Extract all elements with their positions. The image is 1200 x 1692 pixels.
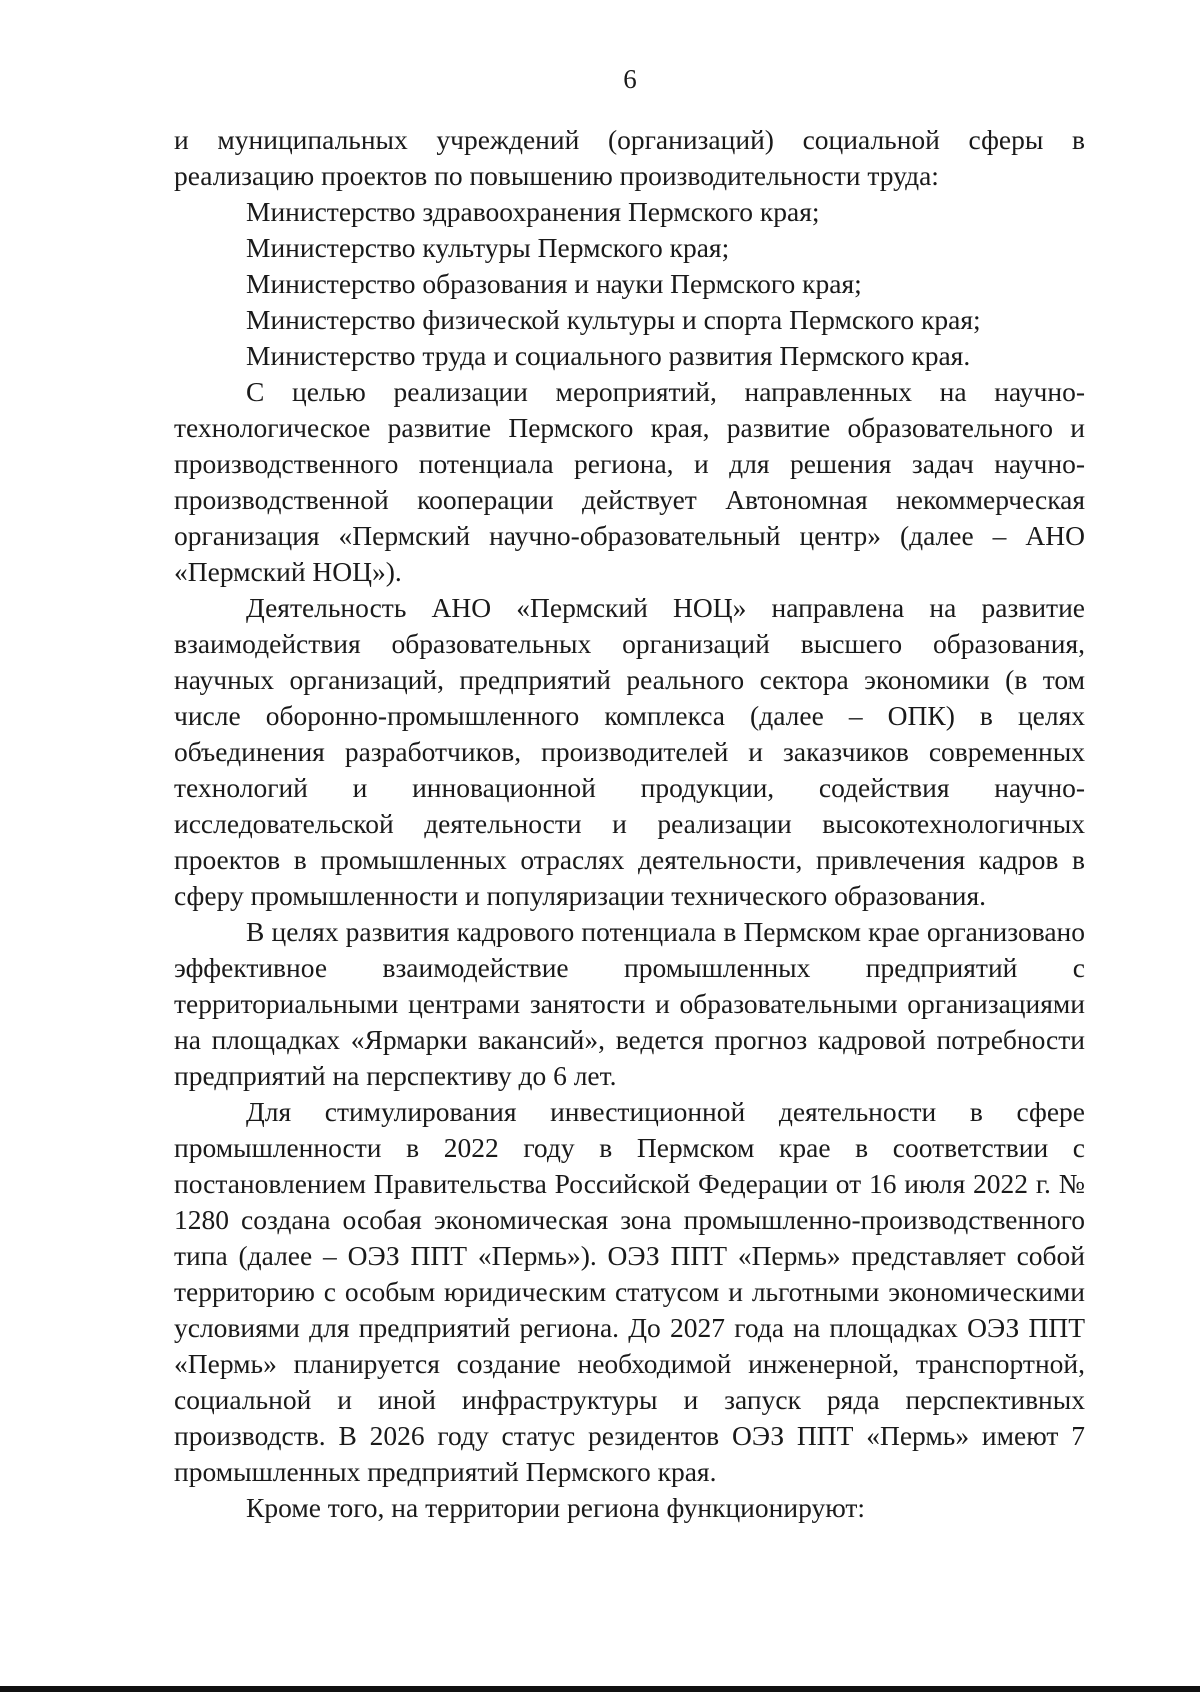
page-number: 6: [623, 64, 637, 94]
document-body: [174, 122, 1085, 1526]
ministry-item: Министерство здравоохранения Пермского края;: [246, 196, 820, 227]
ministry-item: Министерство образования и науки Пермского края;: [246, 268, 862, 299]
intro-paragraph: и муниципальных учреждений (организаций) социальной сферы в реализацию проектов по повышению производительности труда:: [174, 124, 1085, 191]
paragraph-noc-activity: Деятельность АНО «Пермский НОЦ» направлена на развитие взаимодействия образовательных организаций высшего образования, научных организаций, предприятий реального сектора экономики (в том числе оборонно-промышленного комплекса (далее – ОПК) в целях объединения разработчиков, производителей и заказчиков современных технологий и инновационной продукции, содействия научно-исследовательской деятельности и реализации высокотехнологичных проектов в промышленных отраслях деятельности, привлечения кадров в сферу промышленности и популяризации технического образования.: [174, 592, 1085, 911]
paragraph-noc-purpose: С целью реализации мероприятий, направленных на научно-технологическое развитие Пермского края, развитие образовательного и производственного потенциала региона, и для решения задач научно-производственной кооперации действует Автономная некоммерческая организация «Пермский научно-образовательный центр» (далее – АНО «Пермский НОЦ»).: [174, 376, 1085, 587]
ministry-item: Министерство труда и социального развития Пермского края.: [246, 340, 971, 371]
paragraph-closing: Кроме того, на территории региона функционируют:: [246, 1492, 866, 1523]
ministry-item: Министерство культуры Пермского края;: [246, 232, 730, 263]
paragraph-personnel: В целях развития кадрового потенциала в Пермском крае организовано эффективное взаимодействие промышленных предприятий с территориальными центрами занятости и образовательными организациями на площадках «Ярмарки вакансий», ведется прогноз кадровой потребности предприятий на перспективу до 6 лет.: [174, 916, 1085, 1091]
scan-bottom-edge: [0, 1686, 1200, 1692]
paragraph-sez: Для стимулирования инвестиционной деятельности в сфере промышленности в 2022 году в Пермском крае в соответствии с постановлением Правительства Российской Федерации от 16 июля 2022 г. № 1280 создана особая экономическая зона промышленно-производственного типа (далее – ОЭЗ ППТ «Пермь»). ОЭЗ ППТ «Пермь» представляет собой территорию с особым юридическим статусом и льготными экономическими условиями для предприятий региона. До 2027 года на площадках ОЭЗ ППТ «Пермь» планируется создание необходимой инженерной, транспортной, социальной и иной инфраструктуры и запуск ряда перспективных производств. В 2026 году статус резидентов ОЭЗ ППТ «Пермь» имеют 7 промышленных предприятий Пермского края.: [174, 1096, 1085, 1487]
ministry-item: Министерство физической культуры и спорта Пермского края;: [246, 304, 981, 335]
